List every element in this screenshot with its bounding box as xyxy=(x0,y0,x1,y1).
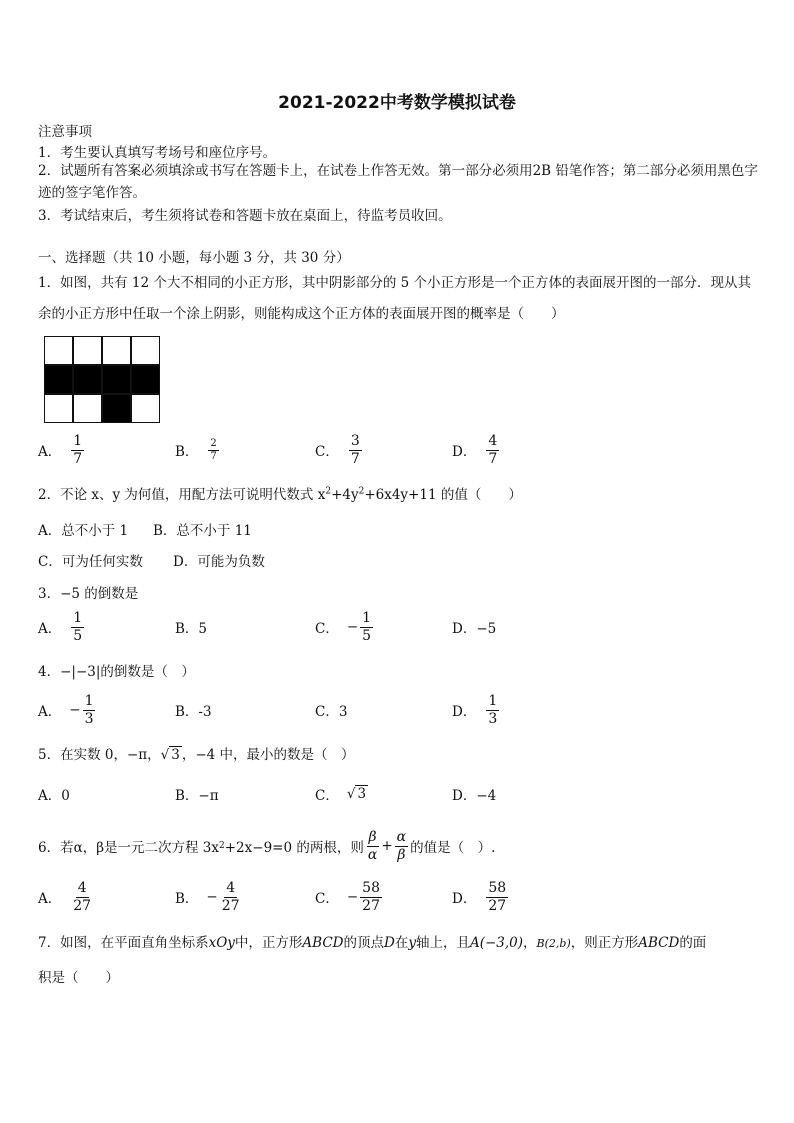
q1-options xyxy=(38,430,758,470)
fraction: $\frac{1}{5}$ xyxy=(73,609,83,644)
q3-option-c[interactable]: C． − $\frac{1}{5}$ xyxy=(315,609,372,644)
q5-option-a[interactable]: A．0 xyxy=(38,788,70,804)
q3-options xyxy=(38,607,758,647)
q4-options xyxy=(38,690,758,730)
q6-option-b[interactable]: B． − $\frac{4}{27}$ xyxy=(175,879,240,914)
blank-square xyxy=(44,336,73,365)
blank-square xyxy=(131,336,160,365)
q5-option-b[interactable]: B．−π xyxy=(175,788,219,804)
notice-item-2: 2．试题所有答案必须填涂或书写在答题卡上，在试卷上作答无效。第一部分必须用2B 铅笔作答；第二部分必须用黑色字迹的签字笔作答。 xyxy=(38,163,758,201)
q7-stem-line2: 积是（ ） xyxy=(38,970,119,986)
shaded-square xyxy=(44,365,73,394)
fraction: $\frac{58}{27}$ xyxy=(488,879,507,914)
q2-option-d[interactable]: D．可能为负数 xyxy=(173,554,265,570)
q6-options xyxy=(38,877,758,917)
fraction: $\frac{1}{3}$ xyxy=(84,692,94,727)
fraction: $\frac{2}{7}$ xyxy=(210,437,217,462)
q3-option-d[interactable]: D．−5 xyxy=(452,621,497,637)
blank-square xyxy=(73,394,102,423)
fraction: $\frac{1}{7}$ xyxy=(73,432,83,467)
q6-option-d[interactable]: D． $\frac{58}{27}$ xyxy=(452,879,507,914)
q4-stem: 4．−|−3|的倒数是（ ） xyxy=(38,664,195,680)
fraction: $\frac{\alpha}{\beta}$ xyxy=(396,828,407,863)
shaded-square xyxy=(102,394,131,423)
q4-option-c[interactable]: C．3 xyxy=(315,704,348,720)
fraction: $\frac{4}{27}$ xyxy=(73,879,92,914)
q6-option-a[interactable]: A． $\frac{4}{27}$ xyxy=(38,879,92,914)
q1-option-b[interactable]: B． $\frac{2}{7}$ xyxy=(175,437,217,462)
blank-square xyxy=(131,394,160,423)
blank-square xyxy=(102,336,131,365)
shaded-square xyxy=(73,365,102,394)
q3-stem: 3．−5 的倒数是 xyxy=(38,586,139,602)
q5-options xyxy=(38,774,758,814)
fraction: $\frac{4}{7}$ xyxy=(488,432,498,467)
q4-option-b[interactable]: B．-3 xyxy=(175,704,212,720)
fraction: $\frac{1}{3}$ xyxy=(488,692,498,727)
shaded-square xyxy=(131,365,160,394)
q7-stem-line1: 7．如图，在平面直角坐标系xOy中，正方形ABCD的顶点D在y轴上，且A(−3,0)，B(2,b)，则正方形ABCD的面 xyxy=(38,935,707,951)
q1-stem: 1．如图，共有 12 个大不相同的小正方形，其中阴影部分的 5 个小正方形是一个正方体的表面展开图的一部分．现从其余的小正方形中任取一个涂上阴影，则能构成这个正方体的表面展开图的概率是（ ） xyxy=(38,275,752,322)
blank-square xyxy=(73,336,102,365)
q2-stem: 2．不论 x、y 为何值，用配方法可说明代数式 $x^2+4y^2+6x4y+11$ 的值（ ） xyxy=(38,486,522,503)
q5-stem: 5．在实数 0，−π，√ 3 ，−4 中，最小的数是（ ） xyxy=(38,747,355,763)
q6-option-c[interactable]: C． − $\frac{58}{27}$ xyxy=(315,879,380,914)
q2-option-b[interactable]: B．总不小于 11 xyxy=(153,523,252,539)
unfolding-figure xyxy=(44,336,160,423)
q6-stem: 6．若α，β是一元二次方程 3x 2 +2x−9=0 的两根，则 $\frac{\beta}{\alpha}$ + $\frac{\alpha}{\beta}$ 的值是（ ）. xyxy=(38,828,496,863)
sqrt-symbol: √ 3 xyxy=(346,786,367,802)
fraction: $\frac{4}{27}$ xyxy=(221,879,240,914)
page-title: 2021-2022中考数学模拟试卷 xyxy=(278,93,516,113)
q1-option-a[interactable]: A． $\frac{1}{7}$ xyxy=(38,432,83,467)
q2-option-c[interactable]: C．可为任何实数 xyxy=(38,554,143,570)
fraction: $\frac{1}{5}$ xyxy=(362,609,372,644)
q1-option-d[interactable]: D． $\frac{4}{7}$ xyxy=(452,432,498,467)
fraction: $\frac{3}{7}$ xyxy=(350,432,360,467)
shaded-square xyxy=(102,365,131,394)
q3-option-a[interactable]: A． $\frac{1}{5}$ xyxy=(38,609,83,644)
q4-option-d[interactable]: D． $\frac{1}{3}$ xyxy=(452,692,498,727)
q1-option-c[interactable]: C． $\frac{3}{7}$ xyxy=(315,432,360,467)
q3-option-b[interactable]: B．5 xyxy=(175,621,208,637)
notice-item-1: 1．考生要认真填写考场号和座位序号。 xyxy=(38,145,277,161)
notice-heading: 注意事项 xyxy=(38,124,92,140)
q4-option-a[interactable]: A． − $\frac{1}{3}$ xyxy=(38,692,94,727)
q5-option-c[interactable]: C． √ 3 xyxy=(315,786,367,804)
section-heading: 一、选择题（共 10 小题，每小题 3 分，共 30 分） xyxy=(38,250,350,266)
q5-option-d[interactable]: D．−4 xyxy=(452,788,497,804)
fraction: $\frac{\beta}{\alpha}$ xyxy=(367,828,378,863)
notice-item-3: 3．考试结束后，考生须将试卷和答题卡放在桌面上，待监考员收回。 xyxy=(38,208,452,224)
fraction: $\frac{58}{27}$ xyxy=(362,879,380,914)
q2-option-a[interactable]: A．总不小于 1 xyxy=(38,523,129,539)
blank-square xyxy=(44,394,73,423)
